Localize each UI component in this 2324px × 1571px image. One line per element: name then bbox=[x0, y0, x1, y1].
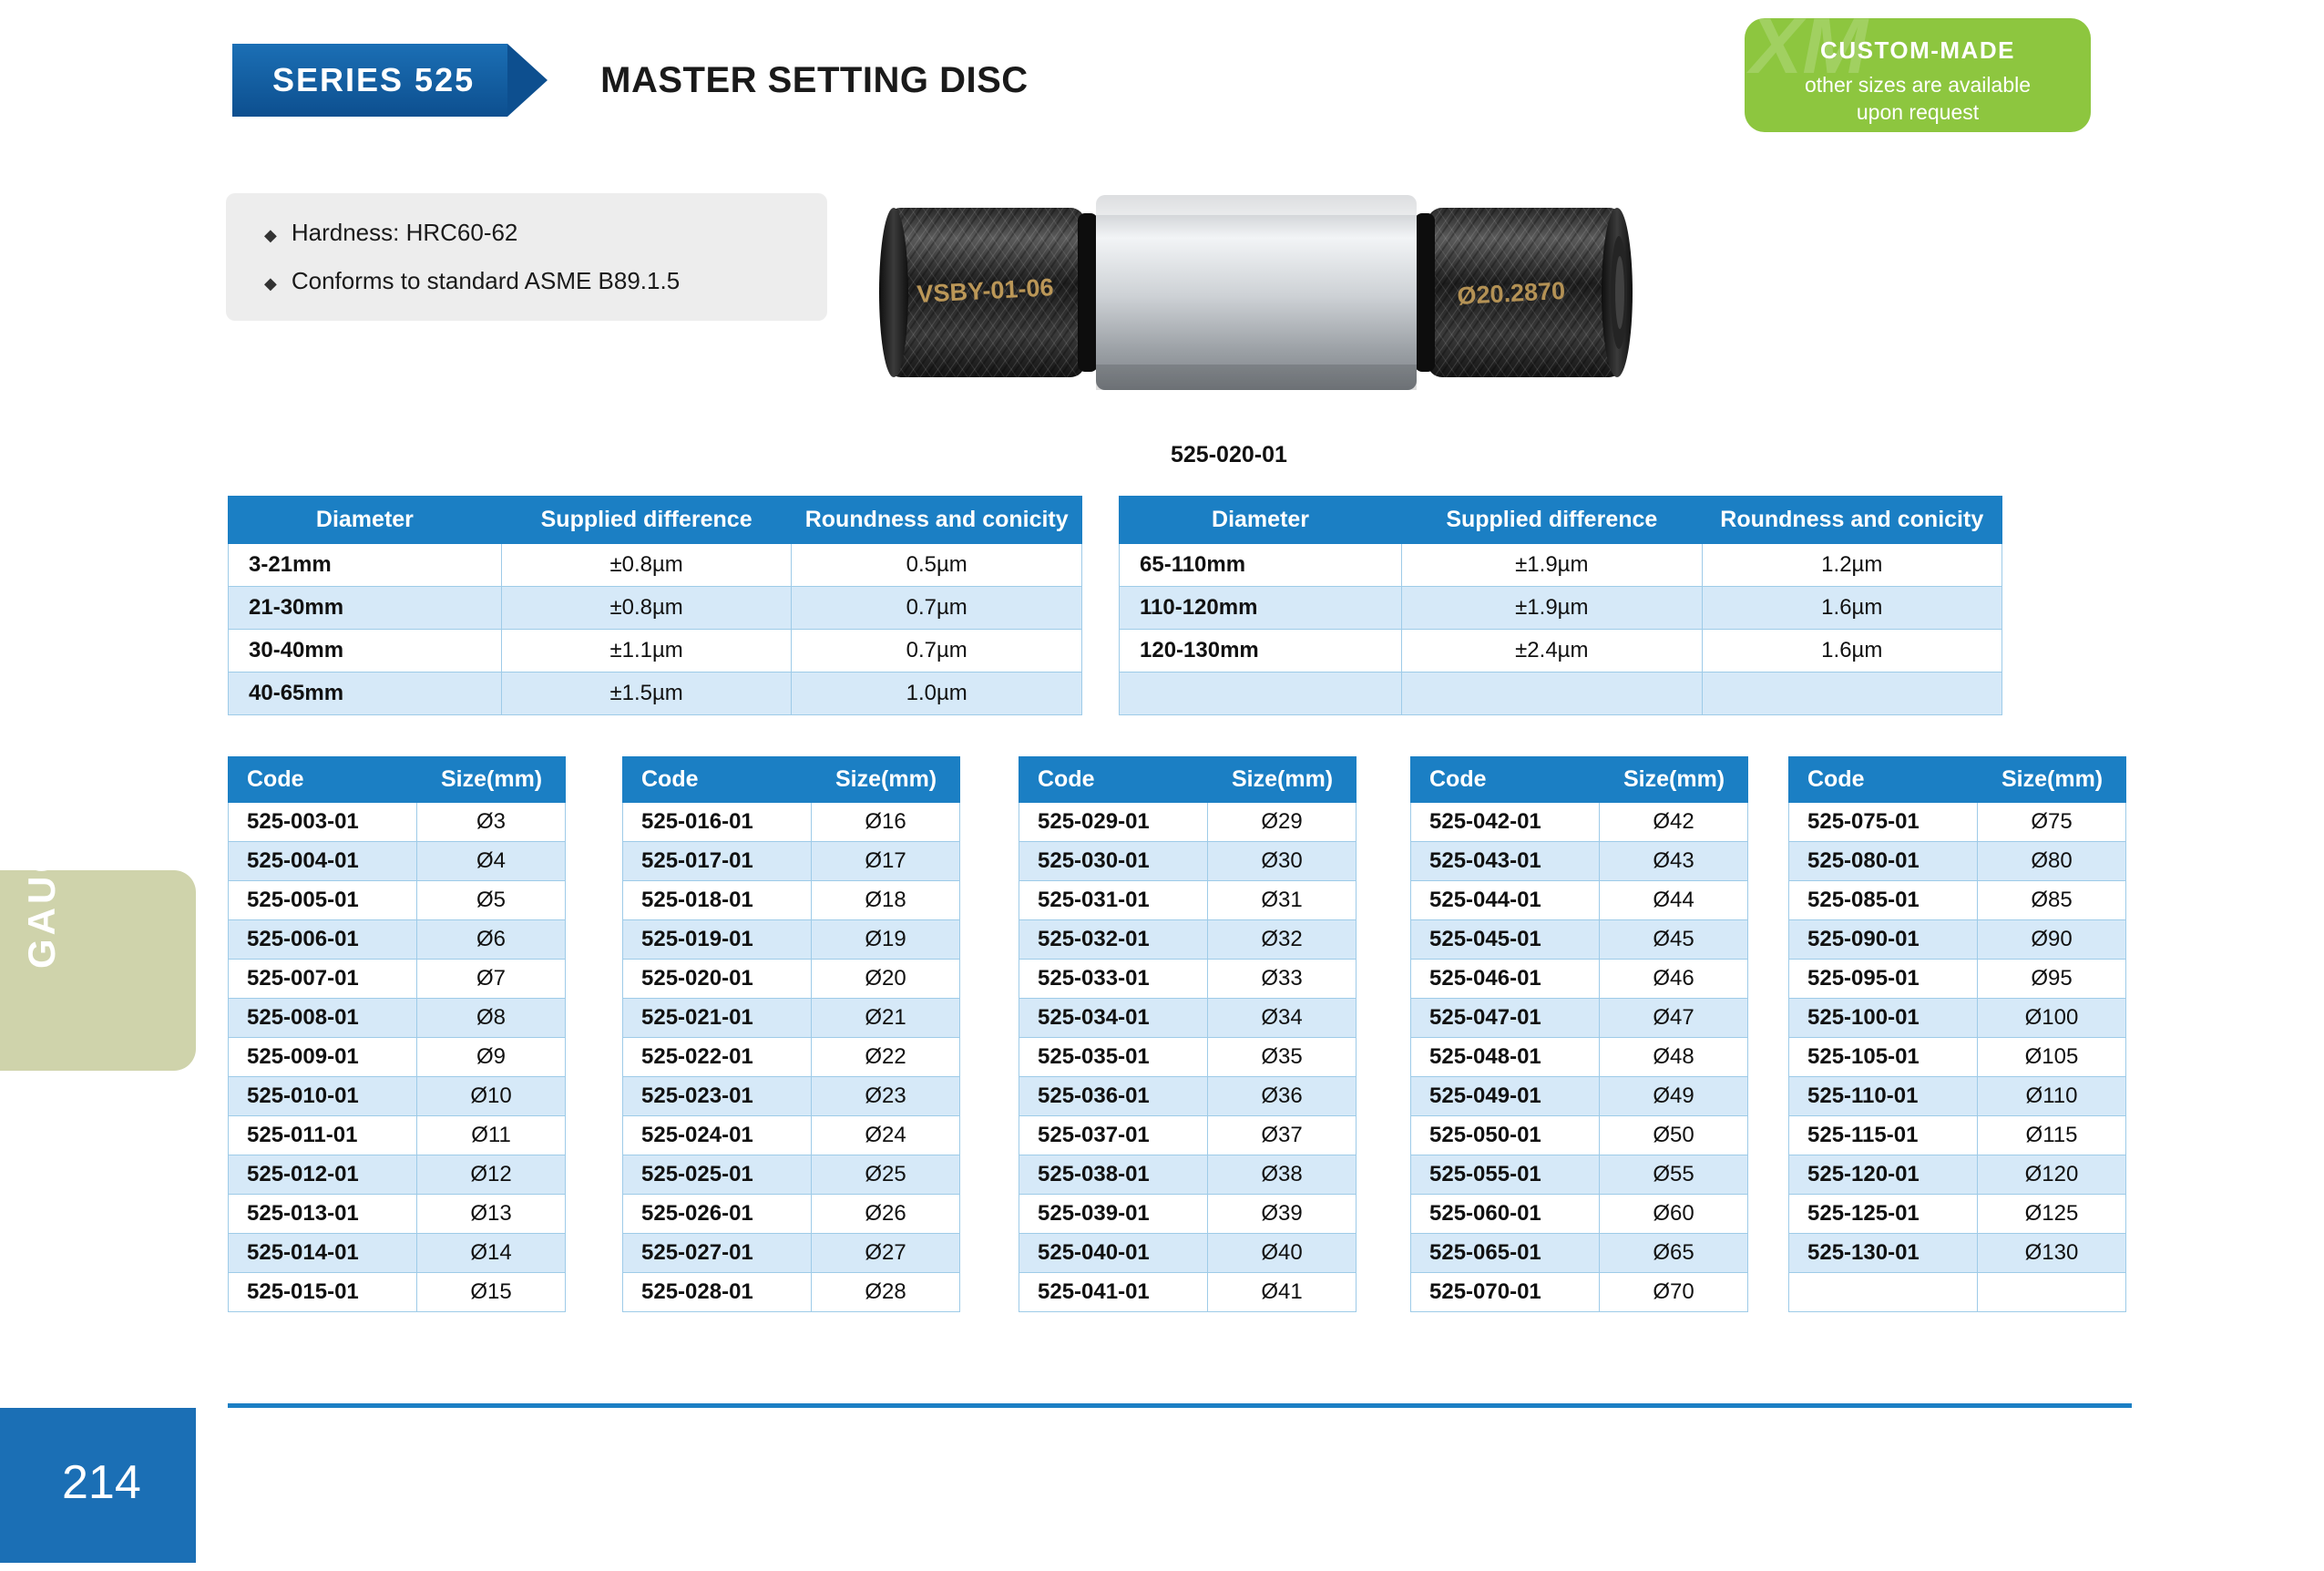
cell-code: 525-029-01 bbox=[1019, 803, 1208, 842]
table-row bbox=[1789, 842, 2126, 881]
cell-code: 525-035-01 bbox=[1019, 1038, 1208, 1077]
cell-size: Ø47 bbox=[1600, 999, 1748, 1038]
master-setting-disc-illustration bbox=[870, 186, 1640, 400]
code-size-table-4 bbox=[1410, 756, 1748, 1312]
cell-size: Ø11 bbox=[417, 1116, 566, 1155]
cell-size: Ø19 bbox=[812, 920, 960, 960]
page-number-box bbox=[0, 1408, 196, 1563]
cell-code: 525-060-01 bbox=[1411, 1195, 1600, 1234]
table-row bbox=[229, 842, 566, 881]
column-header-code: Code bbox=[1789, 757, 1978, 803]
table-row bbox=[1019, 881, 1357, 920]
cell-size: Ø13 bbox=[417, 1195, 566, 1234]
table-row bbox=[229, 587, 1082, 630]
cell-size: Ø10 bbox=[417, 1077, 566, 1116]
column-header-size: Size(mm) bbox=[1978, 757, 2126, 803]
table-row bbox=[229, 1116, 566, 1155]
table-row bbox=[1411, 1077, 1748, 1116]
product-part-code: 525-020-01 bbox=[1171, 442, 1287, 467]
cell-code: 525-042-01 bbox=[1411, 803, 1600, 842]
cell-code: 525-009-01 bbox=[229, 1038, 417, 1077]
table-row bbox=[1411, 842, 1748, 881]
cell-code: 525-010-01 bbox=[229, 1077, 417, 1116]
table-row bbox=[623, 1195, 960, 1234]
cell-size: Ø70 bbox=[1600, 1273, 1748, 1312]
cell-size: Ø40 bbox=[1208, 1234, 1357, 1273]
table-row bbox=[1411, 920, 1748, 960]
table-row bbox=[229, 1273, 566, 1312]
table-row bbox=[1019, 999, 1357, 1038]
table-row bbox=[623, 881, 960, 920]
cell-size: Ø115 bbox=[1978, 1116, 2126, 1155]
table-row bbox=[1789, 999, 2126, 1038]
column-header-diameter: Diameter bbox=[229, 497, 502, 544]
cell-size: Ø17 bbox=[812, 842, 960, 881]
cell-size: Ø45 bbox=[1600, 920, 1748, 960]
cell-code: 525-018-01 bbox=[623, 881, 812, 920]
cell-size: Ø31 bbox=[1208, 881, 1357, 920]
cell-size: Ø125 bbox=[1978, 1195, 2126, 1234]
cell-supplied-difference: ±1.9µm bbox=[1402, 544, 1702, 587]
cell-roundness: 1.6µm bbox=[1702, 587, 2002, 630]
table-row bbox=[623, 1273, 960, 1312]
cell-size: Ø8 bbox=[417, 999, 566, 1038]
cell-code: 525-016-01 bbox=[623, 803, 812, 842]
cell-size: Ø29 bbox=[1208, 803, 1357, 842]
cell-supplied-difference: ±1.9µm bbox=[1402, 587, 1702, 630]
custom-made-title: CUSTOM-MADE bbox=[1820, 36, 2015, 64]
table-row bbox=[1789, 1273, 2126, 1312]
column-header-size: Size(mm) bbox=[417, 757, 566, 803]
cell-code: 525-008-01 bbox=[229, 999, 417, 1038]
cell-code: 525-004-01 bbox=[229, 842, 417, 881]
cell-diameter: 65-110mm bbox=[1120, 544, 1402, 587]
table-row bbox=[229, 1195, 566, 1234]
cell-code: 525-017-01 bbox=[623, 842, 812, 881]
table-row bbox=[1411, 999, 1748, 1038]
column-header-code: Code bbox=[623, 757, 812, 803]
custom-made-badge bbox=[1745, 18, 2091, 132]
cell-size: Ø60 bbox=[1600, 1195, 1748, 1234]
cell-roundness: 1.0µm bbox=[792, 673, 1082, 715]
cell-size: Ø50 bbox=[1600, 1116, 1748, 1155]
table-row bbox=[1411, 960, 1748, 999]
cell-code: 525-043-01 bbox=[1411, 842, 1600, 881]
cell-size bbox=[1978, 1273, 2126, 1312]
table-row bbox=[1019, 1195, 1357, 1234]
cell-code: 525-120-01 bbox=[1789, 1155, 1978, 1195]
cell-size: Ø100 bbox=[1978, 999, 2126, 1038]
table-row bbox=[1789, 803, 2126, 842]
cell-code: 525-130-01 bbox=[1789, 1234, 1978, 1273]
cell-size: Ø41 bbox=[1208, 1273, 1357, 1312]
cell-code: 525-085-01 bbox=[1789, 881, 1978, 920]
cell-code: 525-041-01 bbox=[1019, 1273, 1208, 1312]
table-row bbox=[229, 630, 1082, 673]
cell-size: Ø75 bbox=[1978, 803, 2126, 842]
cell-size: Ø130 bbox=[1978, 1234, 2126, 1273]
cell-code: 525-006-01 bbox=[229, 920, 417, 960]
cell-size: Ø90 bbox=[1978, 920, 2126, 960]
table-row bbox=[1789, 920, 2126, 960]
cell-size: Ø105 bbox=[1978, 1038, 2126, 1077]
table-row bbox=[623, 842, 960, 881]
cell-code: 525-100-01 bbox=[1789, 999, 1978, 1038]
table-row bbox=[229, 1038, 566, 1077]
column-header-code: Code bbox=[1019, 757, 1208, 803]
cell-size: Ø42 bbox=[1600, 803, 1748, 842]
section-tab-gauge bbox=[0, 809, 196, 1071]
tolerance-table-left bbox=[228, 496, 1082, 715]
cell-size: Ø21 bbox=[812, 999, 960, 1038]
cell-code: 525-023-01 bbox=[623, 1077, 812, 1116]
table-row bbox=[1789, 1077, 2126, 1116]
cell-size: Ø15 bbox=[417, 1273, 566, 1312]
cell-size: Ø14 bbox=[417, 1234, 566, 1273]
cell-size: Ø95 bbox=[1978, 960, 2126, 999]
cell-code: 525-013-01 bbox=[229, 1195, 417, 1234]
page-title: MASTER SETTING DISC bbox=[600, 59, 1029, 100]
cell-code bbox=[1789, 1273, 1978, 1312]
table-row bbox=[1789, 1234, 2126, 1273]
cell-roundness bbox=[1702, 673, 2002, 715]
cell-size: Ø4 bbox=[417, 842, 566, 881]
custom-made-line2: upon request bbox=[1856, 100, 1980, 124]
cell-code: 525-049-01 bbox=[1411, 1077, 1600, 1116]
cell-size: Ø33 bbox=[1208, 960, 1357, 999]
diamond-bullet-icon: ◆ bbox=[264, 274, 277, 293]
product-photo bbox=[870, 166, 1640, 412]
cell-size: Ø23 bbox=[812, 1077, 960, 1116]
column-header-size: Size(mm) bbox=[1600, 757, 1748, 803]
cell-size: Ø80 bbox=[1978, 842, 2126, 881]
table-row bbox=[1019, 1273, 1357, 1312]
table-row bbox=[1019, 1155, 1357, 1195]
cell-supplied-difference: ±0.8µm bbox=[501, 587, 792, 630]
page-number: 214 bbox=[62, 1456, 141, 1509]
cell-code: 525-032-01 bbox=[1019, 920, 1208, 960]
cell-code: 525-110-01 bbox=[1789, 1077, 1978, 1116]
table-row bbox=[1019, 960, 1357, 999]
cell-supplied-difference: ±2.4µm bbox=[1402, 630, 1702, 673]
cell-code: 525-024-01 bbox=[623, 1116, 812, 1155]
cell-size: Ø48 bbox=[1600, 1038, 1748, 1077]
table-row bbox=[229, 803, 566, 842]
cell-code: 525-012-01 bbox=[229, 1155, 417, 1195]
cell-size: Ø18 bbox=[812, 881, 960, 920]
cell-code: 525-055-01 bbox=[1411, 1155, 1600, 1195]
series-tag-label: SERIES 525 bbox=[272, 61, 476, 98]
cell-size: Ø120 bbox=[1978, 1155, 2126, 1195]
cell-code: 525-047-01 bbox=[1411, 999, 1600, 1038]
table-row bbox=[1789, 1038, 2126, 1077]
cell-code: 525-065-01 bbox=[1411, 1234, 1600, 1273]
page-header bbox=[232, 44, 1029, 117]
table-row bbox=[1019, 842, 1357, 881]
table-row bbox=[1120, 630, 2002, 673]
cell-code: 525-095-01 bbox=[1789, 960, 1978, 999]
cell-code: 525-028-01 bbox=[623, 1273, 812, 1312]
cell-size: Ø49 bbox=[1600, 1077, 1748, 1116]
cell-code: 525-033-01 bbox=[1019, 960, 1208, 999]
table-row bbox=[229, 881, 566, 920]
column-header-code: Code bbox=[229, 757, 417, 803]
table-row bbox=[623, 1234, 960, 1273]
spec-item-label: Conforms to standard ASME B89.1.5 bbox=[291, 267, 681, 294]
cell-code: 525-003-01 bbox=[229, 803, 417, 842]
table-row bbox=[229, 960, 566, 999]
code-size-table-1 bbox=[228, 756, 566, 1312]
table-row bbox=[1411, 881, 1748, 920]
cell-diameter bbox=[1120, 673, 1402, 715]
cell-code: 525-022-01 bbox=[623, 1038, 812, 1077]
table-row bbox=[1019, 1234, 1357, 1273]
cell-size: Ø12 bbox=[417, 1155, 566, 1195]
cell-size: Ø6 bbox=[417, 920, 566, 960]
cell-code: 525-031-01 bbox=[1019, 881, 1208, 920]
table-row bbox=[1411, 1234, 1748, 1273]
table-row bbox=[623, 1155, 960, 1195]
table-row bbox=[1789, 1195, 2126, 1234]
cell-code: 525-027-01 bbox=[623, 1234, 812, 1273]
cell-code: 525-075-01 bbox=[1789, 803, 1978, 842]
table-row bbox=[1789, 881, 2126, 920]
table-row bbox=[1411, 803, 1748, 842]
table-header-row bbox=[1120, 497, 2002, 544]
table-header-row bbox=[1411, 757, 1748, 803]
cell-code: 525-090-01 bbox=[1789, 920, 1978, 960]
cell-size: Ø37 bbox=[1208, 1116, 1357, 1155]
cell-code: 525-011-01 bbox=[229, 1116, 417, 1155]
cell-supplied-difference: ±1.1µm bbox=[501, 630, 792, 673]
cell-size: Ø16 bbox=[812, 803, 960, 842]
spec-item-label: Hardness: HRC60-62 bbox=[291, 219, 518, 246]
table-row bbox=[1019, 1077, 1357, 1116]
cell-size: Ø44 bbox=[1600, 881, 1748, 920]
cell-code: 525-007-01 bbox=[229, 960, 417, 999]
cell-size: Ø3 bbox=[417, 803, 566, 842]
table-row bbox=[229, 544, 1082, 587]
table-header-row bbox=[229, 757, 566, 803]
spec-item bbox=[264, 267, 827, 295]
cell-roundness: 0.7µm bbox=[792, 587, 1082, 630]
cell-roundness: 0.5µm bbox=[792, 544, 1082, 587]
cell-size: Ø55 bbox=[1600, 1155, 1748, 1195]
cell-code: 525-048-01 bbox=[1411, 1038, 1600, 1077]
table-row bbox=[1411, 1195, 1748, 1234]
specifications-box bbox=[226, 193, 827, 321]
cell-size: Ø9 bbox=[417, 1038, 566, 1077]
table-row bbox=[623, 803, 960, 842]
table-row bbox=[1120, 673, 2002, 715]
column-header-code: Code bbox=[1411, 757, 1600, 803]
cell-code: 525-015-01 bbox=[229, 1273, 417, 1312]
cell-diameter: 3-21mm bbox=[229, 544, 502, 587]
cell-code: 525-036-01 bbox=[1019, 1077, 1208, 1116]
table-row bbox=[1411, 1155, 1748, 1195]
cell-code: 525-125-01 bbox=[1789, 1195, 1978, 1234]
table-row bbox=[623, 920, 960, 960]
table-row bbox=[229, 1234, 566, 1273]
cell-size: Ø24 bbox=[812, 1116, 960, 1155]
cell-size: Ø26 bbox=[812, 1195, 960, 1234]
table-header-row bbox=[229, 497, 1082, 544]
cell-size: Ø43 bbox=[1600, 842, 1748, 881]
table-row bbox=[1019, 1116, 1357, 1155]
column-header-roundness: Roundness and conicity bbox=[792, 497, 1082, 544]
cell-size: Ø46 bbox=[1600, 960, 1748, 999]
cell-size: Ø20 bbox=[812, 960, 960, 999]
table-row bbox=[1019, 803, 1357, 842]
footer-divider bbox=[228, 1403, 2132, 1408]
series-tag bbox=[232, 44, 507, 117]
cell-code: 525-020-01 bbox=[623, 960, 812, 999]
cell-diameter: 40-65mm bbox=[229, 673, 502, 715]
cell-size: Ø7 bbox=[417, 960, 566, 999]
table-row bbox=[1789, 960, 2126, 999]
cell-size: Ø32 bbox=[1208, 920, 1357, 960]
table-row bbox=[229, 1155, 566, 1195]
table-header-row bbox=[1019, 757, 1357, 803]
table-row bbox=[1411, 1116, 1748, 1155]
table-row bbox=[1120, 587, 2002, 630]
cell-code: 525-021-01 bbox=[623, 999, 812, 1038]
table-row bbox=[229, 999, 566, 1038]
cell-code: 525-026-01 bbox=[623, 1195, 812, 1234]
spec-item bbox=[264, 219, 827, 247]
custom-made-line1: other sizes are available bbox=[1804, 73, 2032, 97]
cell-size: Ø110 bbox=[1978, 1077, 2126, 1116]
cell-code: 525-005-01 bbox=[229, 881, 417, 920]
cell-size: Ø30 bbox=[1208, 842, 1357, 881]
table-row bbox=[229, 1077, 566, 1116]
column-header-size: Size(mm) bbox=[812, 757, 960, 803]
cell-size: Ø35 bbox=[1208, 1038, 1357, 1077]
cell-code: 525-037-01 bbox=[1019, 1116, 1208, 1155]
cell-size: Ø27 bbox=[812, 1234, 960, 1273]
cell-code: 525-080-01 bbox=[1789, 842, 1978, 881]
code-size-table-5 bbox=[1788, 756, 2126, 1312]
table-row bbox=[623, 1116, 960, 1155]
section-tab-label: GAUGE bbox=[20, 809, 63, 969]
cell-roundness: 0.7µm bbox=[792, 630, 1082, 673]
table-row bbox=[1411, 1273, 1748, 1312]
cell-size: Ø65 bbox=[1600, 1234, 1748, 1273]
column-header-size: Size(mm) bbox=[1208, 757, 1357, 803]
engraving-right: Ø20.2870 bbox=[1456, 276, 1566, 310]
table-row bbox=[1019, 920, 1357, 960]
cell-size: Ø5 bbox=[417, 881, 566, 920]
cell-diameter: 30-40mm bbox=[229, 630, 502, 673]
cell-size: Ø39 bbox=[1208, 1195, 1357, 1234]
cell-size: Ø36 bbox=[1208, 1077, 1357, 1116]
badge-watermark-logo: XM bbox=[1750, 18, 1868, 90]
cell-code: 525-046-01 bbox=[1411, 960, 1600, 999]
column-header-supplied-difference: Supplied difference bbox=[1402, 497, 1702, 544]
cell-roundness: 1.6µm bbox=[1702, 630, 2002, 673]
table-row bbox=[1019, 1038, 1357, 1077]
cell-size: Ø25 bbox=[812, 1155, 960, 1195]
cell-code: 525-115-01 bbox=[1789, 1116, 1978, 1155]
cell-code: 525-019-01 bbox=[623, 920, 812, 960]
table-row bbox=[1411, 1038, 1748, 1077]
column-header-diameter: Diameter bbox=[1120, 497, 1402, 544]
table-header-row bbox=[623, 757, 960, 803]
cell-size: Ø34 bbox=[1208, 999, 1357, 1038]
table-row bbox=[623, 960, 960, 999]
cell-supplied-difference: ±1.5µm bbox=[501, 673, 792, 715]
table-row bbox=[1789, 1116, 2126, 1155]
cell-size: Ø38 bbox=[1208, 1155, 1357, 1195]
cell-code: 525-014-01 bbox=[229, 1234, 417, 1273]
cell-code: 525-105-01 bbox=[1789, 1038, 1978, 1077]
cell-code: 525-034-01 bbox=[1019, 999, 1208, 1038]
cell-size: Ø22 bbox=[812, 1038, 960, 1077]
column-header-roundness: Roundness and conicity bbox=[1702, 497, 2002, 544]
cell-size: Ø28 bbox=[812, 1273, 960, 1312]
tolerance-table-right bbox=[1119, 496, 2002, 715]
series-tag-arrow bbox=[507, 44, 548, 117]
cell-code: 525-038-01 bbox=[1019, 1155, 1208, 1195]
cell-code: 525-030-01 bbox=[1019, 842, 1208, 881]
table-row bbox=[229, 920, 566, 960]
cell-supplied-difference bbox=[1402, 673, 1702, 715]
table-row bbox=[623, 1077, 960, 1116]
table-row bbox=[623, 1038, 960, 1077]
cell-supplied-difference: ±0.8µm bbox=[501, 544, 792, 587]
cell-diameter: 120-130mm bbox=[1120, 630, 1402, 673]
table-row bbox=[623, 999, 960, 1038]
cell-code: 525-050-01 bbox=[1411, 1116, 1600, 1155]
cell-roundness: 1.2µm bbox=[1702, 544, 2002, 587]
cell-code: 525-045-01 bbox=[1411, 920, 1600, 960]
cell-code: 525-044-01 bbox=[1411, 881, 1600, 920]
cell-diameter: 21-30mm bbox=[229, 587, 502, 630]
cell-diameter: 110-120mm bbox=[1120, 587, 1402, 630]
table-row bbox=[1120, 544, 2002, 587]
code-size-table-3 bbox=[1019, 756, 1357, 1312]
cell-code: 525-039-01 bbox=[1019, 1195, 1208, 1234]
cell-code: 525-070-01 bbox=[1411, 1273, 1600, 1312]
diamond-bullet-icon: ◆ bbox=[264, 226, 277, 244]
table-header-row bbox=[1789, 757, 2126, 803]
table-row bbox=[1789, 1155, 2126, 1195]
code-size-table-2 bbox=[622, 756, 960, 1312]
column-header-supplied-difference: Supplied difference bbox=[501, 497, 792, 544]
cell-size: Ø85 bbox=[1978, 881, 2126, 920]
cell-code: 525-025-01 bbox=[623, 1155, 812, 1195]
engraving-left: VSBY-01-06 bbox=[916, 273, 1055, 308]
cell-code: 525-040-01 bbox=[1019, 1234, 1208, 1273]
table-row bbox=[229, 673, 1082, 715]
